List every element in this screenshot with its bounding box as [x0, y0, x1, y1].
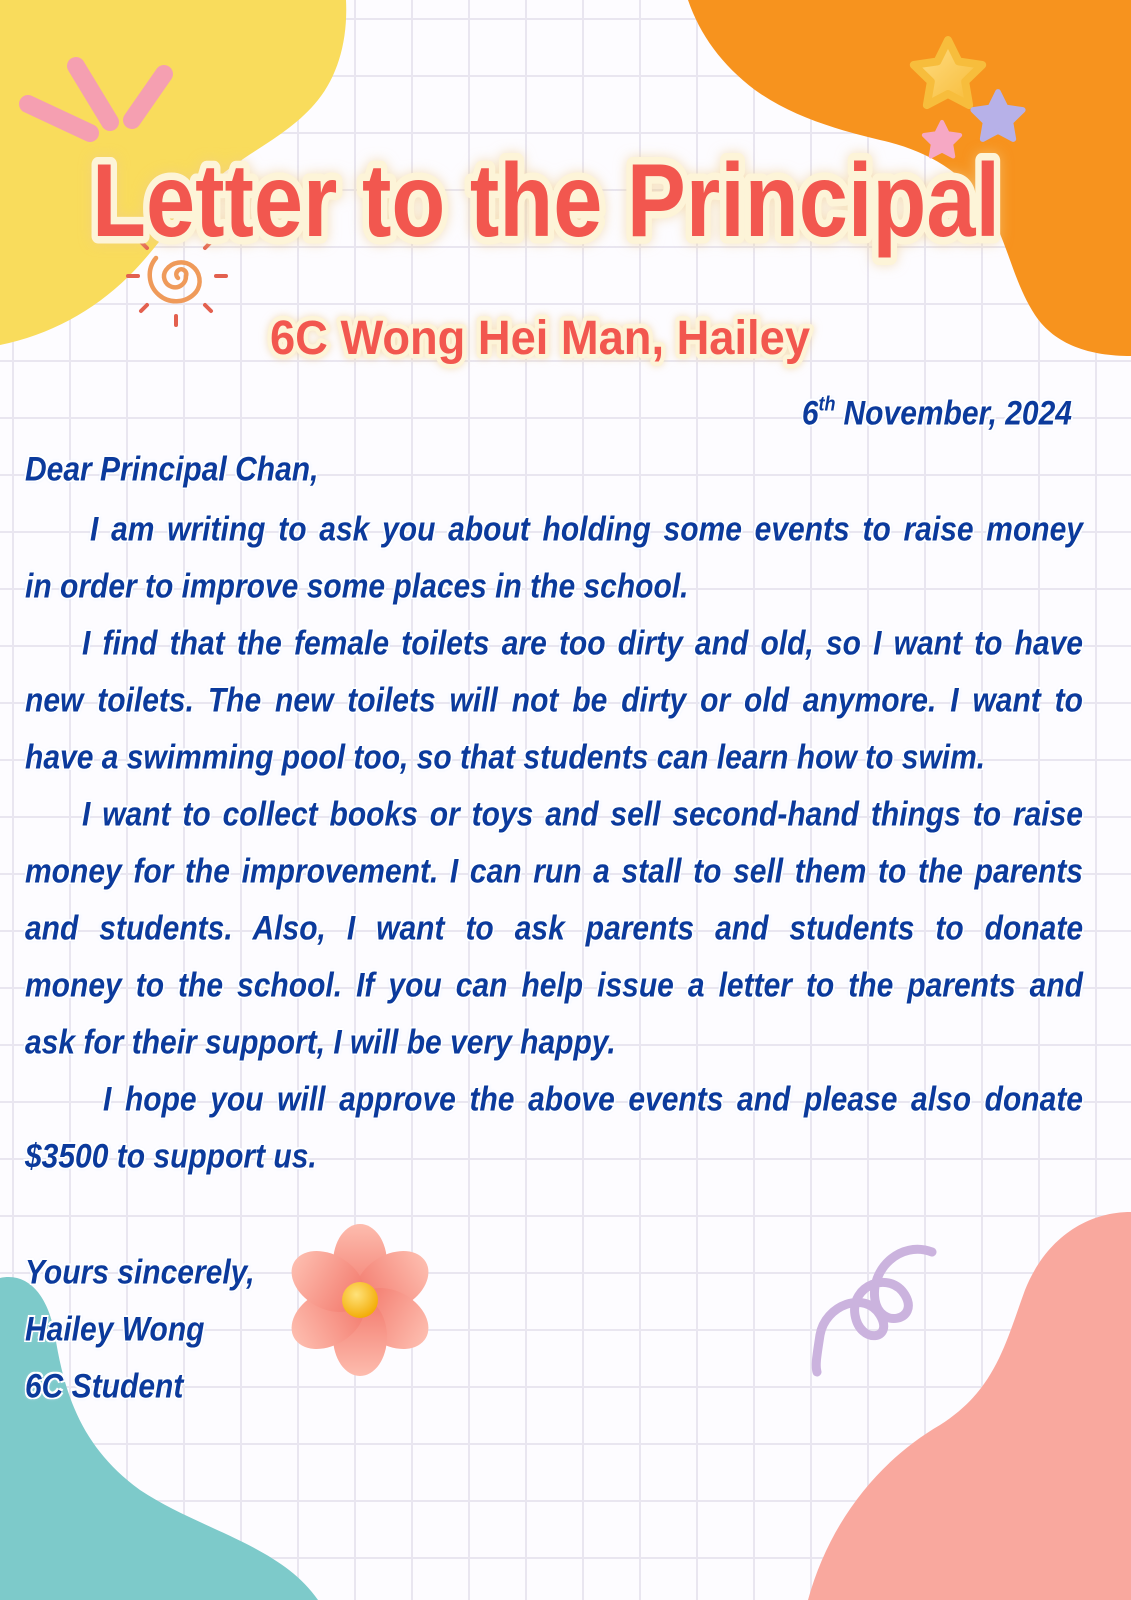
valediction: Yours sincerely,: [25, 1253, 255, 1292]
letter-body: [25, 501, 1083, 1185]
letter-title: Letter to the Principal: [92, 143, 1000, 259]
paragraph-line: and students. Also, I want to ask parents and students to donate: [25, 909, 1083, 948]
paragraph-line: in order to improve some places in the school.: [25, 567, 689, 606]
paragraph-line: have a swimming pool too, so that students can learn how to swim.: [25, 738, 986, 777]
squiggle-icon: [816, 1249, 932, 1372]
paragraph: [25, 501, 1083, 615]
date-day: 6: [801, 394, 819, 433]
author-line: 6C Wong Hei Man, Hailey: [270, 312, 811, 365]
salutation: Dear Principal Chan,: [25, 450, 319, 489]
paragraph-line: money to the school. If you can help issue a letter to the parents and: [25, 966, 1083, 1005]
paragraph: [25, 786, 1083, 1071]
date-suffix: th: [818, 392, 836, 416]
paragraph-line: new toilets. The new toilets will not be dirty or old anymore. I want to: [25, 681, 1083, 720]
flower-icon: [281, 1224, 440, 1376]
date-month-year: November, 2024: [843, 394, 1072, 433]
signature-role: 6C Student: [25, 1367, 184, 1406]
paragraph-line: I find that the female toilets are too dirty and old, so I want to have: [82, 624, 1083, 663]
paragraph-line: I am writing to ask you about holding some events to raise money: [90, 510, 1083, 549]
letter-date: [802, 381, 1072, 447]
paragraph-line: $3500 to support us.: [25, 1137, 317, 1176]
paragraph: [25, 615, 1083, 786]
paragraph-line: ask for their support, I will be very happy.: [25, 1023, 616, 1062]
closing: [25, 1244, 255, 1415]
paragraph: [25, 1071, 1083, 1185]
signature-name: Hailey Wong: [25, 1310, 205, 1349]
paragraph-line: I want to collect books or toys and sell second-hand things to raise: [82, 795, 1083, 834]
pink-blob-decoration: [808, 1212, 1131, 1600]
paragraph-line: I hope you will approve the above events and please also donate: [103, 1080, 1083, 1119]
paragraph-line: money for the improvement. I can run a stall to sell them to the parents: [25, 852, 1083, 891]
